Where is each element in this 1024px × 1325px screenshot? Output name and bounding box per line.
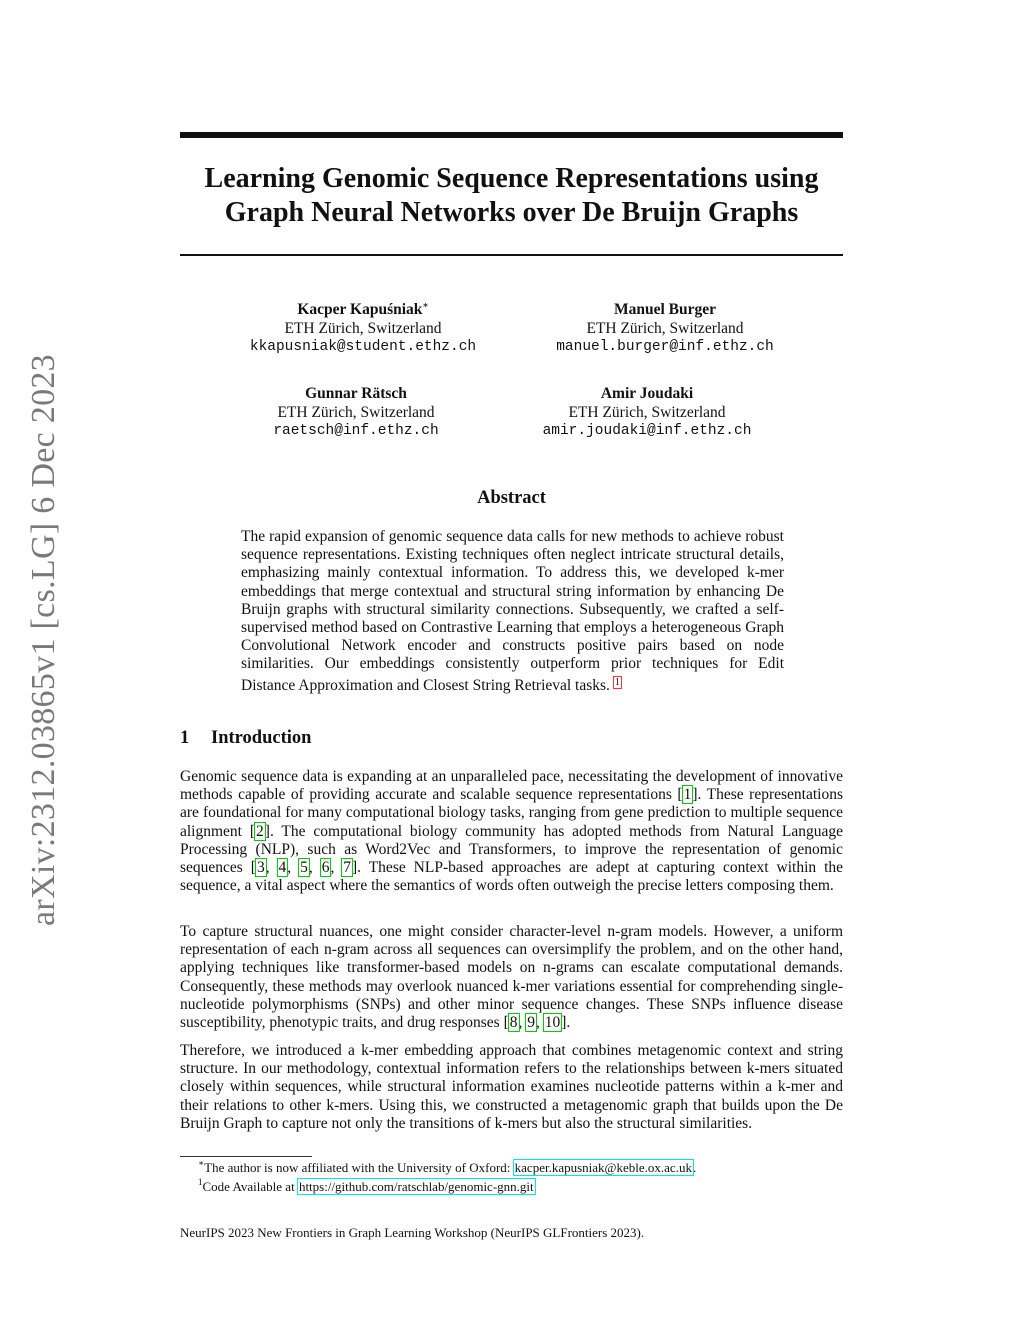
author-name: Manuel Burger — [613, 301, 717, 318]
author-email[interactable]: amir.joudaki@inf.ethz.ch — [542, 423, 752, 439]
author-block-3 — [191, 384, 521, 441]
intro-paragraph-2: To capture structural nuances, one might consider character-level n-gram models. However, a uniform representation of each n-gram across all sequences can oversimplify the problem, and on the other hand, applying techniques like transformer-based models on n-grams can escalate computational demands. Consequently, these methods may overlook nuanced k-mer variations essential for comprehending single-nucleotide polymorphisms (SNPs) and other minor sequence changes. These SNPs influence disease susceptibility, phenotypic traits, and drug responses [8, 9, 10]. — [180, 923, 843, 1032]
author-block-4 — [482, 384, 812, 441]
footnote-affiliation: ∗The author is now affiliated with the University of Oxford: kacper.kapusniak@keble.ox.ac.uk. — [198, 1158, 697, 1175]
author-name: Amir Joudaki — [600, 385, 694, 402]
author-affiliation: ETH Zürich, Switzerland — [568, 404, 726, 421]
citation-link[interactable]: 10 — [544, 1014, 561, 1032]
abstract-heading: Abstract — [477, 488, 546, 508]
author-affiliation: ETH Zürich, Switzerland — [277, 404, 435, 421]
intro-paragraph-1: Genomic sequence data is expanding at an unparalleled pace, necessitating the development of innovative methods capable of providing accurate and scalable sequence representations [1]. These representations are foundational for many computational biology tasks, ranging from gene prediction to multiple sequence alignment [2]. The computational biology community has adopted methods from Natural Language Processing (NLP), such as Word2Vec and Transformers, to improve the representation of genomic sequences [3, 4, 5, 6, 7]. These NLP-based approaches are adept at capturing context within the sequence, a vital aspect where the semantics of words often outweigh the precise letters composing them. — [180, 768, 844, 895]
author-name: Kacper Kapuśniak∗ — [297, 300, 429, 318]
title-rule-bottom — [180, 254, 843, 256]
citation-link[interactable]: 6 — [321, 859, 330, 877]
citation-link[interactable]: 4 — [278, 859, 287, 877]
footnote-code: $^1$Code Available at https://github.com/ratschlab/genomic-gnn.git — [198, 1177, 534, 1194]
author-block-1 — [198, 300, 528, 357]
author-affiliation: ETH Zürich, Switzerland — [284, 320, 442, 337]
intro-paragraph-3: Therefore, we introduced a k-mer embedding approach that combines metagenomic context and string structure. In our methodology, contextual information refers to the relationships between k-mers situated closely within sequences, while structural information examines nucleotide patterns within a k-mer and their relations to other k-mers. Using this, we constructed a metagenomic graph that builds upon the De Bruijn Graph to capture not only the transitions of k-mers but also the structural similarities. — [180, 1042, 843, 1132]
footnote-rule — [180, 1156, 312, 1157]
citation-link[interactable]: 2 — [256, 822, 264, 840]
section-number: 1 — [180, 728, 190, 748]
footnote-mark: 1 — [198, 1177, 203, 1187]
citation-link[interactable]: 5 — [300, 859, 308, 877]
abstract-text: The rapid expansion of genomic sequence data calls for new methods to achieve robust sequence representations. Existing techniques often neglect intricate structural details, emphasizing mainly contextual information. To address this, we developed k-mer embeddings that merge contextual and structural string information by enhancing De Bruijn graphs with structural similarity connections. Subsequently, we crafted a self-supervised method based on Contrastive Learning that employs a heterogeneous Graph Convolutional Network encoder and constructs positive pairs based on node similarities. Our embeddings consistently outperform prior techniques for Edit Distance Approximation and Closest String Retrieval tasks. $^1$ — [241, 528, 784, 694]
footnote-mark: ∗ — [198, 1158, 205, 1168]
code-repository-link[interactable]: https://github.com/ratschlab/genomic-gnn.git — [298, 1179, 534, 1194]
author-email[interactable]: manuel.burger@inf.ethz.ch — [556, 339, 774, 355]
venue-footer: NeurIPS 2023 New Frontiers in Graph Learning Workshop (NeurIPS GLFrontiers 2023). — [180, 1225, 645, 1240]
paper-title: Learning Genomic Sequence Representations using Graph Neural Networks over De Bruijn Graphs — [204, 163, 819, 228]
section-heading-introduction — [180, 727, 311, 749]
email-link[interactable]: kacper.kapusniak@keble.ox.ac.uk — [514, 1160, 692, 1175]
author-email[interactable]: raetsch@inf.ethz.ch — [273, 423, 439, 439]
citation-link[interactable]: 9 — [527, 1014, 535, 1032]
footnote-ref-link[interactable]: 1 — [614, 676, 620, 688]
citation-link[interactable]: 1 — [683, 786, 692, 804]
title-rule-top — [180, 132, 843, 138]
author-footnote-mark: ∗ — [422, 300, 429, 310]
section-title: Introduction — [211, 728, 312, 748]
author-affiliation: ETH Zürich, Switzerland — [586, 320, 744, 337]
author-block-2 — [500, 300, 830, 357]
citation-link[interactable]: 3 — [256, 859, 265, 877]
author-email[interactable]: kkapusniak@student.ethz.ch — [249, 339, 477, 355]
citation-link[interactable]: 7 — [343, 859, 352, 877]
arxiv-identifier-stamp: arXiv:2312.03865v1 [cs.LG] 6 Dec 2023 — [25, 354, 62, 926]
citation-link[interactable]: 8 — [509, 1014, 518, 1032]
author-name: Gunnar Rätsch — [305, 385, 407, 402]
